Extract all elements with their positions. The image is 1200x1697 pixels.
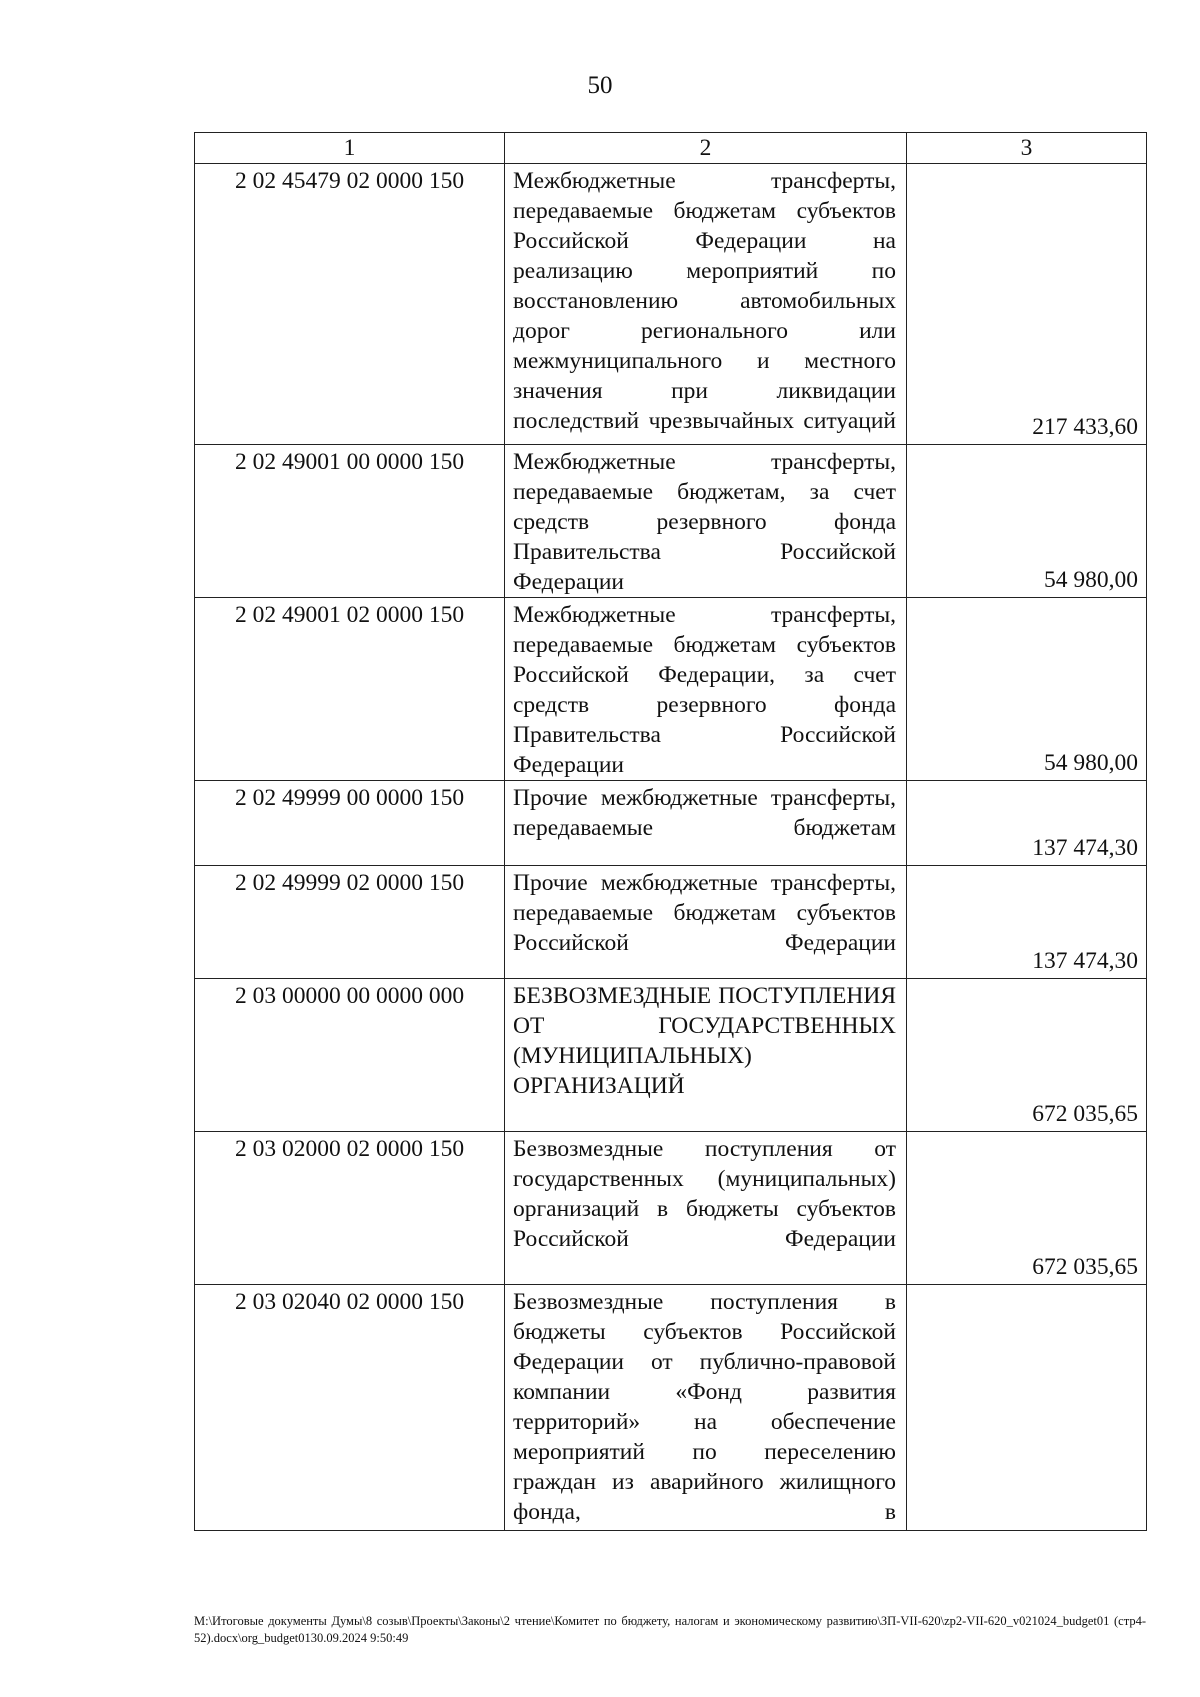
table-row [195,445,1147,598]
row-description: Межбюджетные трансферты, передаваемые бюджетам, за счет средств резервного фонда Правительства Российской Федерации [505,445,907,598]
row-description: Межбюджетные трансферты, передаваемые бюджетам субъектов Российской Федерации, за счет средств резервного фонда Правительства Российской Федерации [505,598,907,781]
row-amount [907,1285,1147,1531]
row-code: 2 03 02040 02 0000 150 [195,1285,505,1531]
column-header-description: 2 [505,133,907,164]
row-description: Межбюджетные трансферты, передаваемые бюджетам субъектов Российской Федерации на реализацию мероприятий по восстановлению автомобильных дорог регионального или межмуниципального и местного значения при ликвидации последствий чрезвычайных ситуаций [505,164,907,445]
row-amount: 137 474,30 [907,866,1147,979]
row-amount: 672 035,65 [907,1132,1147,1285]
row-code: 2 02 45479 02 0000 150 [195,164,505,445]
budget-table [194,132,1147,1531]
table-row [195,598,1147,781]
row-code: 2 03 00000 00 0000 000 [195,979,505,1132]
row-description: Прочие межбюджетные трансферты, передаваемые бюджетам [505,781,907,866]
column-header-code: 1 [195,133,505,164]
row-code: 2 02 49001 02 0000 150 [195,598,505,781]
table-row [195,164,1147,445]
row-code: 2 02 49999 00 0000 150 [195,781,505,866]
page-number: 50 [587,72,613,99]
row-code: 2 03 02000 02 0000 150 [195,1132,505,1285]
document-path-footer: M:\Итоговые документы Думы\8 созыв\Проекты\Законы\2 чтение\Комитет по бюджету, налогам и экономическому развитию\ЗП-VII-620\zp2-VII-620_v021024_budget01 (стр4-52).docx\org_budget0130.09.2024 9:50:49 [194,1614,1146,1645]
row-description: БЕЗВОЗМЕЗДНЫЕ ПОСТУПЛЕНИЯ ОТ ГОСУДАРСТВЕННЫХ (МУНИЦИПАЛЬНЫХ) ОРГАНИЗАЦИЙ [505,979,907,1132]
row-amount: 54 980,00 [907,598,1147,781]
row-description: Безвозмездные поступления в бюджеты субъектов Российской Федерации от публично-правовой компании «Фонд развития территорий» на обеспечение мероприятий по переселению граждан из аварийного жилищного фонда, в [505,1285,907,1531]
table-row [195,866,1147,979]
table-header-row [195,133,1147,164]
table-row [195,979,1147,1132]
row-code: 2 02 49999 02 0000 150 [195,866,505,979]
row-description: Прочие межбюджетные трансферты, передаваемые бюджетам субъектов Российской Федерации [505,866,907,979]
row-description: Безвозмездные поступления от государственных (муниципальных) организаций в бюджеты субъектов Российской Федерации [505,1132,907,1285]
row-code: 2 02 49001 00 0000 150 [195,445,505,598]
row-amount: 672 035,65 [907,979,1147,1132]
table-row [195,1132,1147,1285]
table-row [195,781,1147,866]
row-amount: 217 433,60 [907,164,1147,445]
table-row [195,1285,1147,1531]
column-header-amount: 3 [907,133,1147,164]
row-amount: 54 980,00 [907,445,1147,598]
row-amount: 137 474,30 [907,781,1147,866]
